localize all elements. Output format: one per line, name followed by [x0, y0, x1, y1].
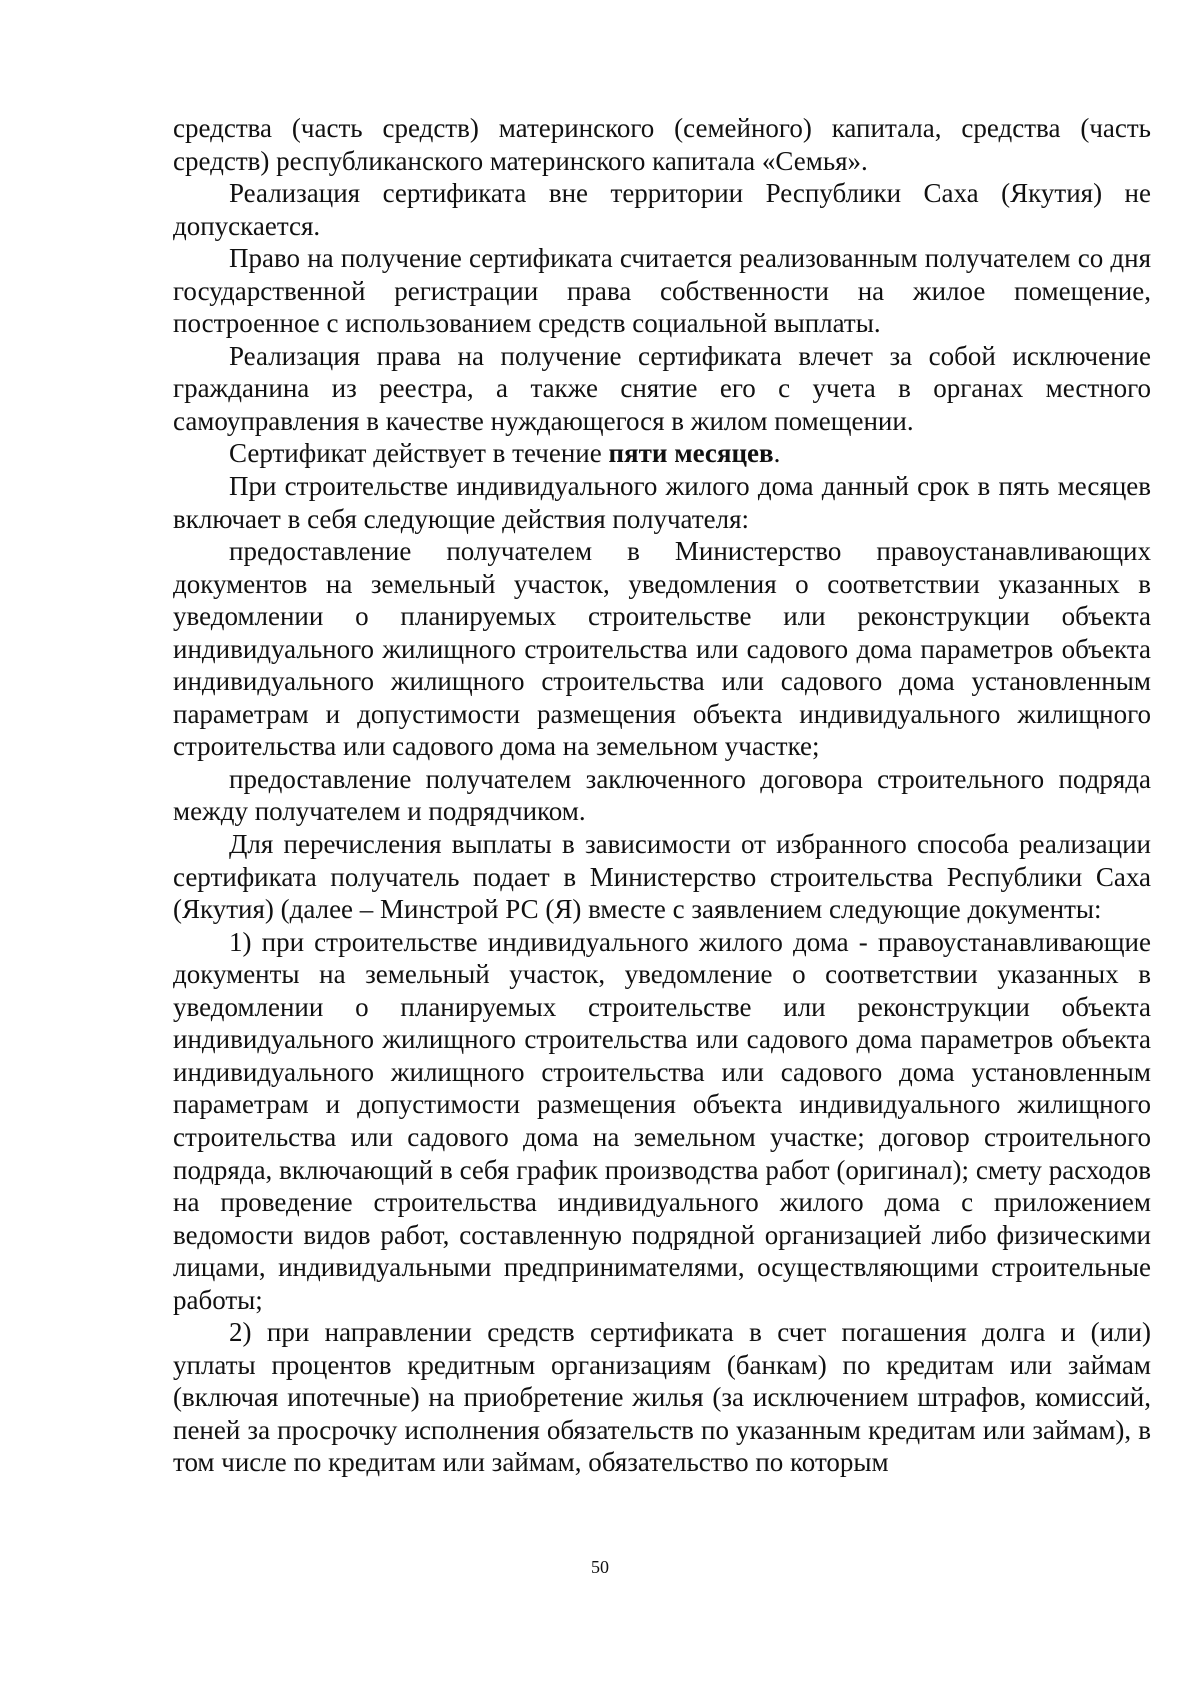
- validity-text-before: Сертификат действует в течение: [229, 438, 609, 469]
- paragraph-list-item-1: 1) при строительстве индивидуального жилого дома - правоустанавливающие документы на земельный участок, уведомление о соответствии указанных в уведомлении о планируемых строительстве или реконструкции объекта индивидуального жилищного строительства или садового дома параметров объекта индивидуального жилищного строительства или садового дома установленным параметрам и допустимости размещения объекта индивидуального жилищного строительства или садового дома на земельном участке; договор строительного подряда, включающий в себя график производства работ (оригинал); смету расходов на проведение строительства индивидуального жилого дома с приложением ведомости видов работ, составленную подрядной организацией либо физическими лицами, индивидуальными предпринимателями, осуществляющими строительные работы;: [173, 926, 1151, 1315]
- validity-text-after: .: [773, 438, 781, 469]
- paragraph-construction-term: При строительстве индивидуального жилого дома данный срок в пять месяцев включает в себя следующие действия получателя:: [173, 471, 1151, 534]
- paragraph-contract-submission: предоставление получателем заключенного договора строительного подряда между получателем и подрядчиком.: [173, 763, 1151, 827]
- paragraph-territory-restriction: Реализация сертификата вне территории Республики Саха (Якутия) не допускается.: [173, 178, 1151, 241]
- paragraph-registry-exclusion: Реализация права на получение сертификата влечет за собой исключение гражданина из реестра, а также снятие его с учета в органах местного самоуправления в качестве нуждающегося в жилом помещении.: [173, 340, 1151, 436]
- paragraph-right-realized: Право на получение сертификата считается реализованным получателем со дня государственной регистрации права собственности на жилое помещение, построенное с использованием средств социальной выплаты.: [173, 243, 1151, 339]
- paragraph-land-documents: предоставление получателем в Министерство правоустанавливающих документов на земельный участок, уведомления о соответствии указанных в уведомлении о планируемых строительстве или реконструкции объекта индивидуального жилищного строительства или садового дома параметров объекта индивидуального жилищного строительства или садового дома установленным параметрам и допустимости размещения объекта индивидуального жилищного строительства или садового дома на земельном участке;: [173, 536, 1151, 762]
- document-body: [173, 112, 1151, 1479]
- paragraph-validity-period: [173, 437, 1151, 470]
- paragraph-maternal-capital: средства (часть средств) материнского (семейного) капитала, средства (часть средств) республиканского материнского капитала «Семья».: [173, 113, 1151, 176]
- paragraph-payment-documents: Для перечисления выплаты в зависимости от избранного способа реализации сертификата получатель подает в Министерство строительства Республики Саха (Якутия) (далее – Минстрой РС (Я) вместе с заявлением следующие документы:: [173, 829, 1151, 925]
- validity-bold-term: пяти месяцев: [608, 438, 774, 469]
- page-number: 50: [591, 1557, 609, 1577]
- paragraph-list-item-2: 2) при направлении средств сертификата в счет погашения долга и (или) уплаты процентов кредитным организациям (банкам) по кредитам или займам (включая ипотечные) на приобретение жилья (за исключением штрафов, комиссий, пеней за просрочку исполнения обязательств по указанным кредитам или займам), в том числе по кредитам или займам, обязательство по которым: [173, 1317, 1151, 1478]
